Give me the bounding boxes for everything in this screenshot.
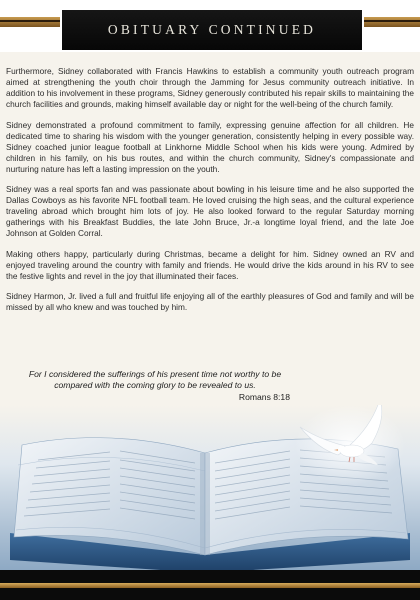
obituary-text bbox=[6, 66, 414, 323]
scripture-verse: For I considered the sufferings of his present time not worthy to be compared with the coming glory to be revealed to us. bbox=[28, 369, 282, 390]
gold-bar-footer bbox=[0, 583, 420, 588]
header bbox=[0, 0, 420, 52]
footer-band bbox=[0, 570, 420, 600]
paragraph-family: Sidney demonstrated a profound commitment to family, expressing genuine affection for all children. He dedicated time to sharing his wisdom with the younger generation, consistently helping in every possible way. Sidney coached junior league football at Linkhorne Middle School when his kids were young. Admired by children in his family, on his bus routes, and within the church community, Sidney's compassionate and nurturing nature has left a lasting impression on the youth. bbox=[6, 119, 414, 174]
gold-bar-right bbox=[364, 17, 420, 27]
paragraph-outreach: Furthermore, Sidney collaborated with Francis Hawkins to establish a community youth outreach program aimed at strengthening the youth choir through the Jamming for Jesus community outreach initiative. In addition to his involvement in these programs, Sidney generously contributed his repair skills to maintaining the church facilities and grounds, making himself available day or night for the well-being of the church family. bbox=[6, 66, 414, 109]
page-title: OBITUARY CONTINUED bbox=[107, 22, 317, 37]
paragraph-closing: Sidney Harmon, Jr. lived a full and fruitful life enjoying all of the earthly pleasures of God and family and will be missed by all who knew and was touched by him. bbox=[6, 291, 414, 312]
gold-bar-left bbox=[0, 17, 60, 27]
title-banner bbox=[62, 10, 362, 50]
open-bible-image bbox=[0, 405, 420, 575]
paragraph-sports: Sidney was a real sports fan and was passionate about bowling in his leisure time and he also supported the Dallas Cowboys as his favorite NFL football team. He loved cruising the high seas, and the cultural experience traveling abroad which brought him lots of joy. He also looked forward to the regular Saturday morning gatherings with his Breakfast Buddies, the late John Bruce, Jr.-a longtime loyal friend, and the late Joe Johnson at Golden Corral. bbox=[6, 184, 414, 238]
scripture-reference: Romans 8:18 bbox=[238, 392, 290, 402]
paragraph-christmas: Making others happy, particularly during Christmas, became a delight for him. Sidney owned an RV and enjoyed traveling around the country with family and friends. He would drive the kids around in his RV to see the festive lights and revel in the joy that illuminated their faces. bbox=[6, 248, 414, 281]
